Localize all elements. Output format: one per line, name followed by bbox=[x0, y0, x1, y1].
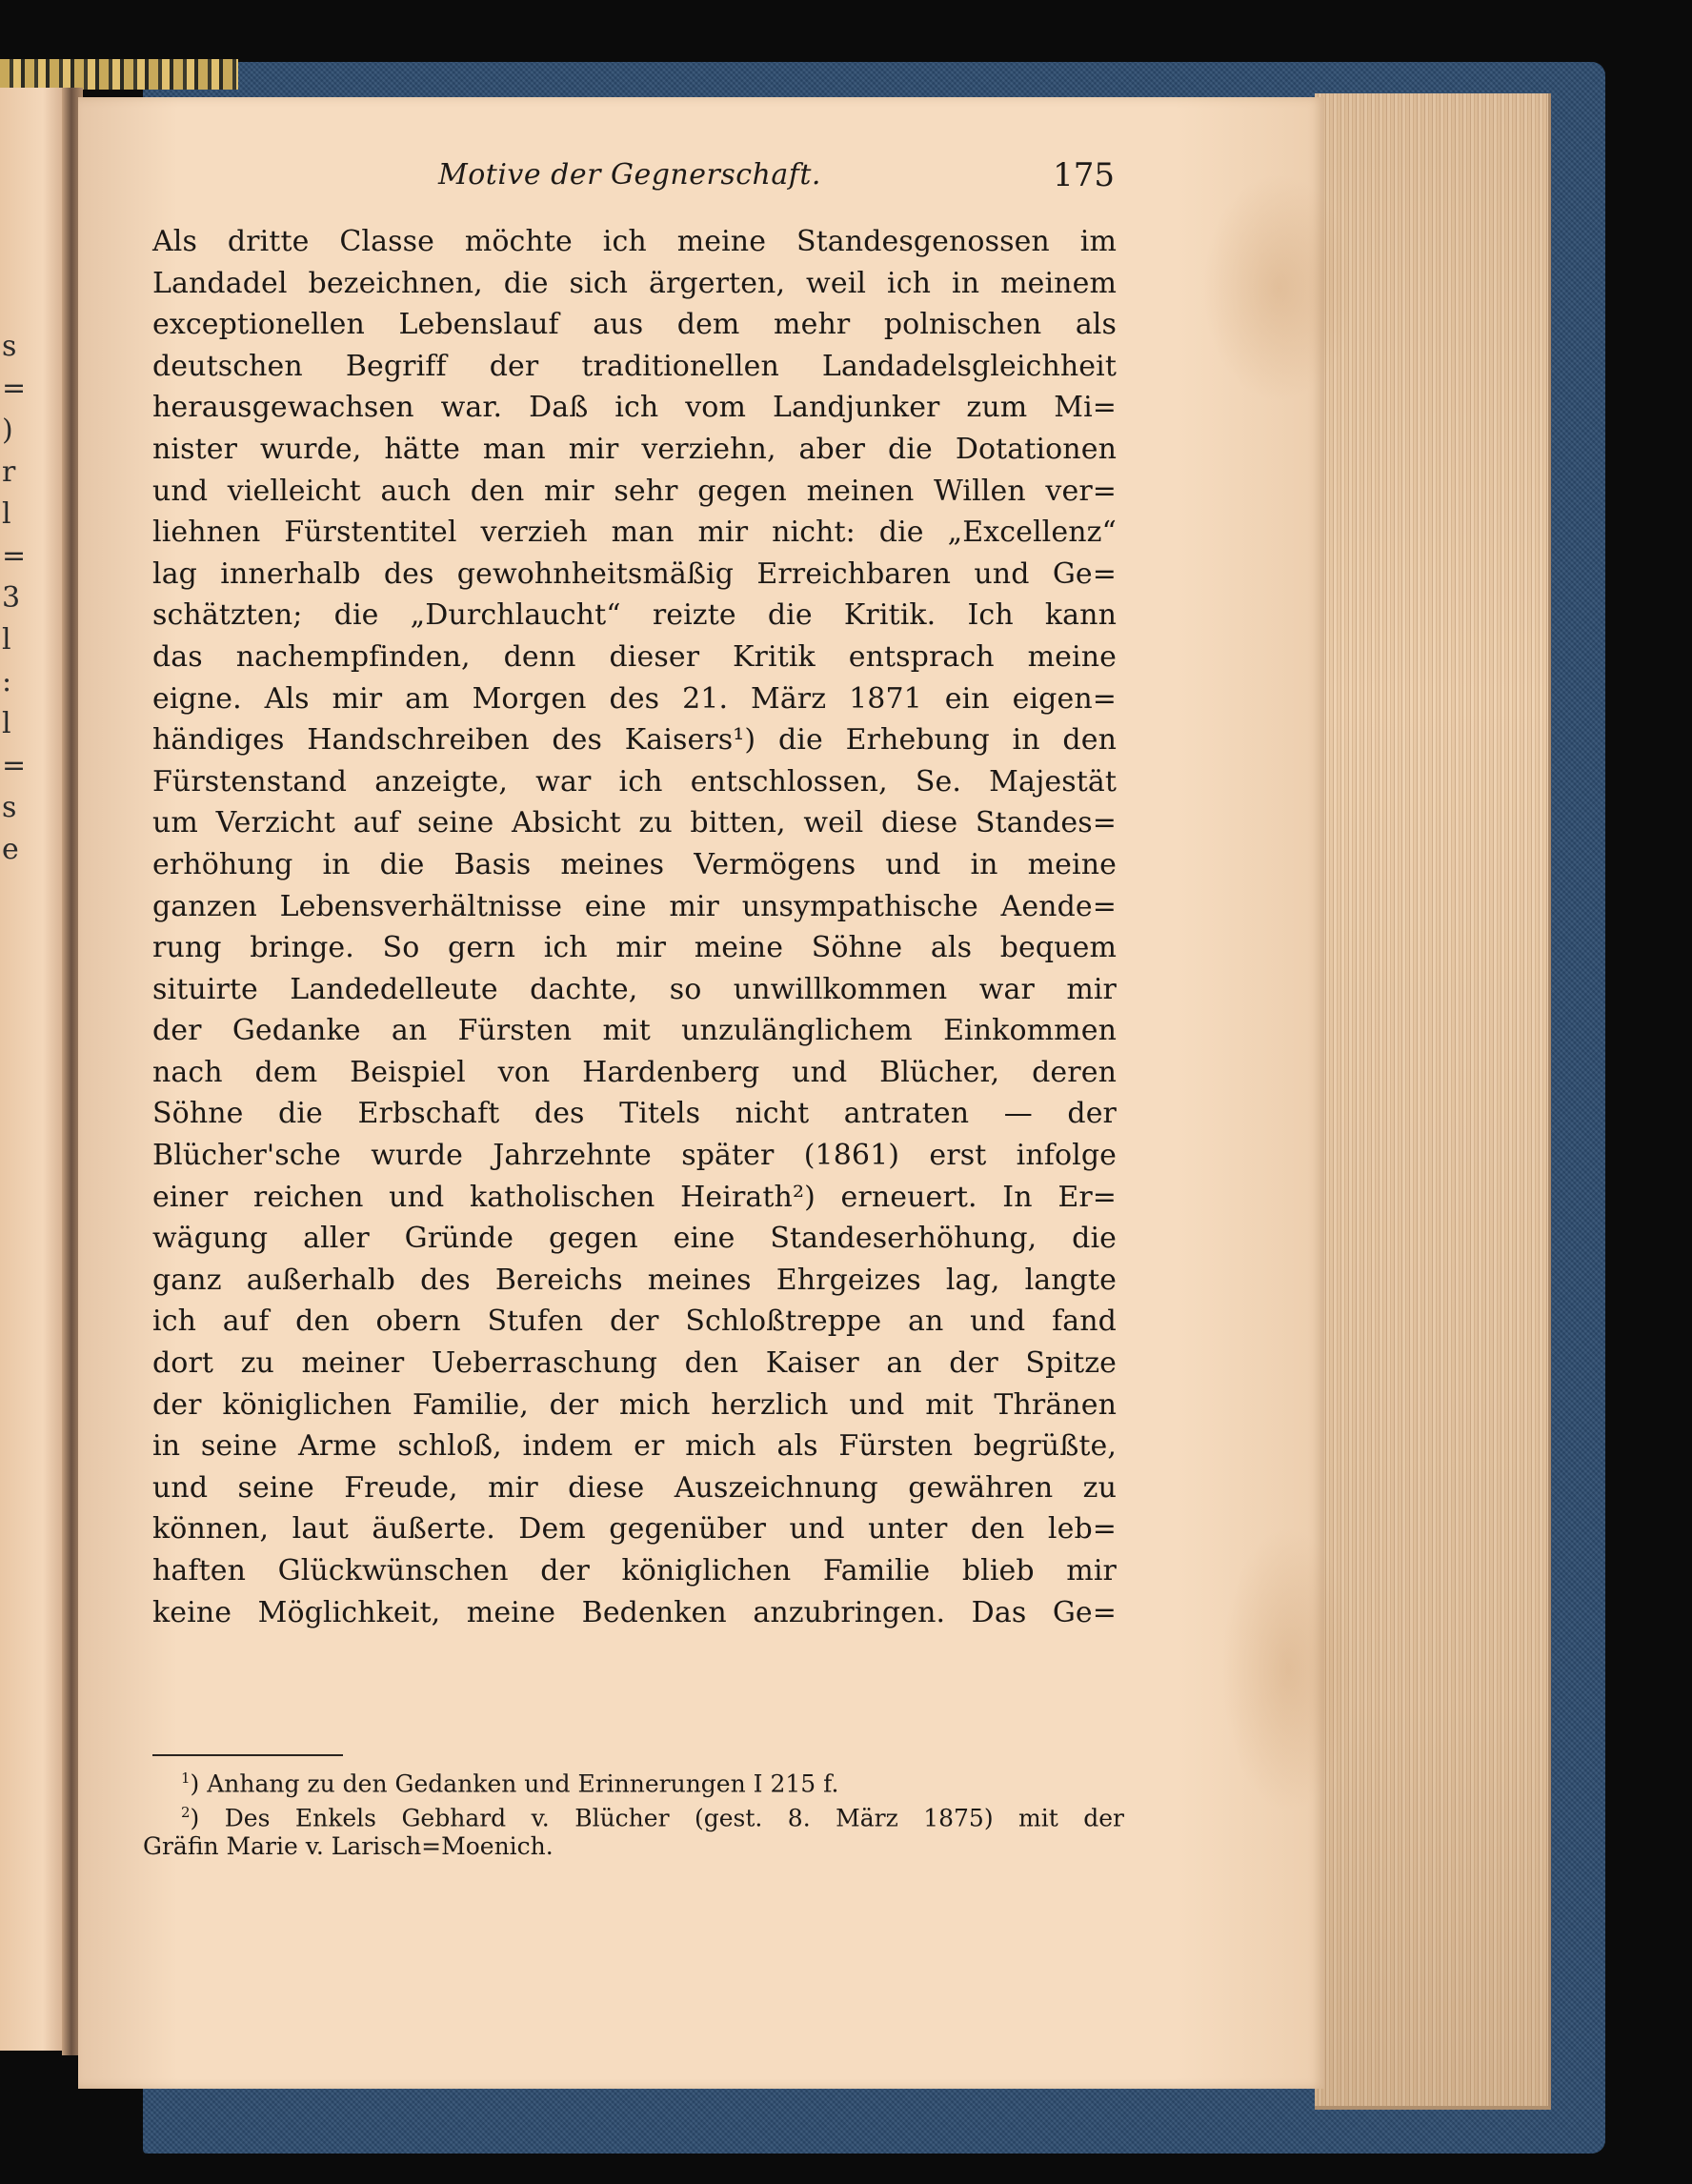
left-facing-page bbox=[0, 88, 71, 2051]
text-line: der Gedanke an Fürsten mit unzulänglichem Einkommen bbox=[152, 1014, 1117, 1048]
text-line: herausgewachsen war. Daß ich vom Landjunker zum Mi= bbox=[152, 391, 1117, 425]
left-page-mark: e bbox=[2, 833, 19, 866]
paper-stain bbox=[1221, 1527, 1355, 1812]
text-line: haften Glückwünschen der königlichen Familie blieb mir bbox=[152, 1554, 1117, 1587]
text-line: Blücher'sche wurde Jahrzehnte später (1861) erst infolge bbox=[152, 1139, 1117, 1173]
text-line: ganzen Lebensverhältnisse eine mir unsympathische Aende= bbox=[152, 889, 1117, 923]
text-line: eigne. Als mir am Morgen des 21. März 1871 ein eigen= bbox=[152, 681, 1117, 716]
footnote-text: ) Des Enkels Gebhard v. Blücher (gest. 8. März 1875) mit der bbox=[190, 1804, 1124, 1832]
page-fore-edge bbox=[1315, 93, 1551, 2110]
text-line: situirte Landedelleute dachte, so unwillkommen war mir bbox=[152, 972, 1117, 1006]
text-line: wägung aller Gründe gegen eine Standeserhöhung, die bbox=[152, 1222, 1117, 1256]
left-page-mark: = bbox=[2, 749, 27, 782]
text-line: einer reichen und katholischen Heirath²) erneuert. In Er= bbox=[152, 1180, 1117, 1214]
footnotes bbox=[143, 1761, 1124, 1864]
left-page-mark: s bbox=[2, 330, 17, 363]
body-text bbox=[152, 221, 1117, 1633]
footnote-line bbox=[143, 1795, 1124, 1830]
text-line: schätzten; die „Durchlaucht“ reizte die Kritik. Ich kann bbox=[152, 598, 1117, 633]
footnote-line bbox=[143, 1761, 1124, 1798]
text-line: keine Möglichkeit, meine Bedenken anzubringen. Das Ge= bbox=[152, 1595, 1117, 1629]
text-line: exceptionellen Lebenslauf aus dem mehr polnischen als bbox=[152, 308, 1117, 342]
text-line: das nachempfinden, denn dieser Kritik entsprach meine bbox=[152, 639, 1117, 674]
text-line: Söhne die Erbschaft des Titels nicht antraten — der bbox=[152, 1097, 1117, 1131]
left-page-mark: l bbox=[2, 497, 11, 531]
text-line: dort zu meiner Ueberraschung den Kaiser an der Spitze bbox=[152, 1346, 1117, 1381]
left-page-mark: = bbox=[2, 539, 27, 573]
text-line: der königlichen Familie, der mich herzlich und mit Thränen bbox=[152, 1387, 1117, 1422]
footnote-mark: 2 bbox=[181, 1804, 191, 1821]
page-number: 175 bbox=[1053, 156, 1115, 194]
text-line: in seine Arme schloß, indem er mich als Fürsten begrüßte, bbox=[152, 1429, 1117, 1464]
text-line: lag innerhalb des gewohnheitsmäßig Erreichbaren und Ge= bbox=[152, 556, 1117, 591]
text-line: nister wurde, hätte man mir verziehn, aber die Dotationen bbox=[152, 432, 1117, 466]
left-page-mark: : bbox=[2, 665, 12, 698]
text-line: nach dem Beispiel von Hardenberg und Blücher, deren bbox=[152, 1055, 1117, 1089]
text-line: können, laut äußerte. Dem gegenüber und unter den leb= bbox=[152, 1512, 1117, 1547]
left-page-mark: 3 bbox=[2, 581, 21, 615]
footnote-text: Gräfin Marie v. Larisch=Moenich. bbox=[143, 1832, 554, 1860]
text-line: und seine Freude, mir diese Auszeichnung gewähren zu bbox=[152, 1470, 1117, 1505]
left-page-mark: r bbox=[2, 455, 16, 489]
text-line: händiges Handschreiben des Kaisers¹) die Erhebung in den bbox=[152, 723, 1117, 758]
gilt-spine-edge bbox=[0, 59, 238, 90]
paper-stain bbox=[1202, 173, 1355, 402]
text-line: Als dritte Classe möchte ich meine Standesgenossen im bbox=[152, 225, 1117, 258]
text-line: ganz außerhalb des Bereichs meines Ehrgeizes lag, langte bbox=[152, 1263, 1117, 1297]
left-page-marks bbox=[2, 326, 27, 871]
footnote-text: ) Anhang zu den Gedanken und Erinnerungen I 215 f. bbox=[190, 1769, 839, 1798]
text-line: Fürstenstand anzeigte, war ich entschlossen, Se. Majestät bbox=[152, 764, 1117, 799]
left-page-mark: l bbox=[2, 623, 11, 657]
page-header bbox=[372, 158, 1115, 215]
left-page-mark: ) bbox=[2, 414, 13, 447]
text-line: um Verzicht auf seine Absicht zu bitten, weil diese Standes= bbox=[152, 806, 1117, 840]
footnote-rule bbox=[152, 1754, 343, 1756]
footnote-mark: 1 bbox=[181, 1769, 191, 1787]
text-line: Landadel bezeichnen, die sich ärgerten, weil ich in meinem bbox=[152, 266, 1117, 300]
running-title: Motive der Gegnerschaft. bbox=[438, 158, 821, 192]
text-line: deutschen Begriff der traditionellen Landadelsgleichheit bbox=[152, 349, 1117, 383]
text-line: ich auf den obern Stufen der Schloßtreppe an und fand bbox=[152, 1304, 1117, 1339]
footnote-line bbox=[143, 1830, 1124, 1864]
left-page-mark: l bbox=[2, 707, 11, 740]
text-line: erhöhung in die Basis meines Vermögens und in meine bbox=[152, 847, 1117, 881]
text-line: liehnen Fürstentitel verzieh man mir nicht: die „Excellenz“ bbox=[152, 516, 1117, 550]
left-page-mark: = bbox=[2, 372, 27, 405]
text-line: rung bringe. So gern ich mir meine Söhne als bequem bbox=[152, 931, 1117, 965]
text-line: und vielleicht auch den mir sehr gegen meinen Willen ver= bbox=[152, 474, 1117, 508]
left-page-mark: s bbox=[2, 791, 17, 824]
